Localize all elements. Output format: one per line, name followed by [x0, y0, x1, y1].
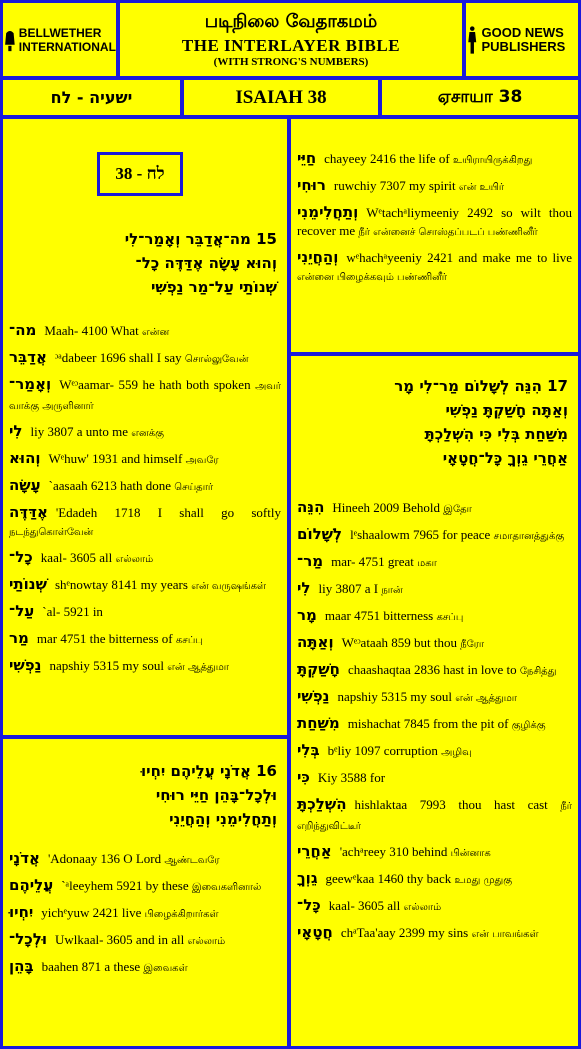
hebrew-word: עָשָׂה: [9, 476, 41, 494]
word-entry: [291, 248, 578, 287]
verse17-line: 17 הִנֵּה לְשָׁלוֹם מַר־לִי מָר: [394, 377, 568, 395]
word-entry: [3, 422, 287, 443]
tamil-gloss: உமது முதுகு: [454, 875, 513, 886]
english-gloss: mar- 4751 great: [331, 554, 414, 569]
hebrew-word: מה־: [9, 321, 37, 339]
hebrew-word: הִנֵּה: [297, 498, 325, 516]
word-entry: [3, 375, 287, 416]
word-entry: [3, 957, 287, 978]
word-entry: [3, 930, 287, 951]
word-entry: [3, 849, 287, 870]
bell-icon: [3, 15, 17, 65]
good-news-logo-text: GOOD NEWS PUBLISHERS: [481, 24, 566, 54]
word-entry: [291, 741, 578, 762]
title-english: THE INTERLAYER BIBLE: [181, 36, 401, 55]
figure-icon: [466, 14, 479, 66]
tamil-gloss: சமாதானத்துக்கு: [493, 531, 565, 542]
word-entry: [291, 149, 578, 170]
bar-english: ISAIAH 38: [235, 86, 327, 108]
hebrew-word: אֶדַּדֶּה: [9, 503, 48, 521]
english-gloss: shᵉnowtay 8141 my years: [54, 577, 188, 592]
word-entry: [3, 503, 287, 542]
tamil-gloss: அவர் வாக்கு அருளினார்: [9, 381, 282, 412]
tamil-gloss: இவைகள்: [143, 963, 188, 974]
hebrew-word: יִחְיוּ: [9, 903, 34, 921]
tamil-gloss: சொல்லுவேன்: [184, 354, 249, 365]
tamil-gloss: என் ஆத்துமா: [455, 693, 517, 704]
tamil-gloss: நான்: [381, 585, 403, 596]
tamil-gloss: ஆண்டவரே: [164, 855, 220, 866]
word-entry: [291, 923, 578, 944]
bellwether-logo: [3, 3, 116, 76]
tamil-gloss: மகா: [417, 558, 437, 569]
word-entry: [291, 633, 578, 654]
tamil-gloss: அழிவு: [441, 747, 472, 758]
bar-english-panel: [184, 80, 378, 115]
english-gloss: `al- 5921 in: [42, 604, 103, 619]
verse16-line: 16 אֲדֹנָי עֲלֵיהֶם יִחְיוּ: [141, 762, 277, 780]
tamil-gloss: கசப்பு: [175, 635, 203, 646]
english-gloss: `ᵃleeyhem 5921 by these: [61, 878, 189, 893]
word-entry: [291, 498, 578, 519]
verse16-text: [3, 759, 287, 831]
verse16-line: וּלְכָל־בָּהֵן חַיֵּי רוּחִי: [155, 786, 277, 804]
english-gloss: Wᵉᵓataah 859 but thou: [341, 635, 457, 650]
verse15-line: וְהוּא עָשָׂה אֶדַּדֶּה כָל־: [135, 254, 277, 272]
hebrew-word: וְהוּא: [9, 449, 41, 467]
english-gloss: liy 3807 a I: [318, 581, 379, 596]
verse16-entries: [3, 849, 287, 978]
logo-right-panel: [466, 3, 578, 76]
hebrew-word: וְתַחֲלִימֵנִי: [297, 203, 359, 221]
hebrew-word: מִשַּׁחַת: [297, 714, 340, 732]
english-gloss: yichᵉyuw 2421 live: [41, 905, 142, 920]
english-gloss: Maah- 4100 What: [44, 323, 139, 338]
hebrew-word: וְאָמַר־: [9, 375, 52, 393]
word-entry: [3, 348, 287, 369]
english-gloss: liy 3807 a unto me: [30, 424, 128, 439]
hebrew-word: מַר־: [297, 552, 324, 570]
bellwether-logo-text: BELLWETHER INTERNATIONAL: [18, 25, 116, 54]
verse15-panel: [3, 119, 287, 735]
verse16-line: וְתַחֲלִימֵנִי וְהַחֲיֵנִי: [169, 810, 277, 828]
hebrew-word: עֲלֵיהֶם: [9, 876, 54, 894]
english-gloss: 'achᵃreey 310 behind: [339, 844, 448, 859]
tamil-gloss: எல்லாம்: [403, 902, 442, 913]
hebrew-word: לִי: [297, 579, 311, 597]
word-entry: [291, 896, 578, 917]
english-gloss: mishachat 7845 from the pit of: [347, 716, 509, 731]
verse17-panel: [291, 356, 578, 1046]
word-entry: [291, 525, 578, 546]
tamil-gloss: உயிராயிருக்கிறது: [453, 155, 533, 166]
verse16b-panel: [291, 119, 578, 352]
english-gloss: Hineeh 2009 Behold: [332, 500, 441, 515]
word-entry: [291, 869, 578, 890]
bar-tamil: ஏசாயா 38: [437, 86, 523, 107]
english-gloss: lᵉshaalowm 7965 for peace: [350, 527, 491, 542]
english-gloss: mar 4751 the bitterness of: [36, 631, 173, 646]
tamil-gloss: என் உயிர்: [458, 182, 505, 193]
tamil-gloss: குழிக்கு: [511, 720, 546, 731]
english-gloss: hishlaktaa 7993 thou hast cast: [354, 797, 548, 812]
verse16b-entries: [291, 149, 578, 287]
hebrew-word: וְהַחֲיֵנִי: [297, 248, 339, 266]
tamil-gloss: எல்லாம்: [187, 936, 226, 947]
english-gloss: wᵉhachᵃyeeniy 2421 and make me to live: [346, 250, 572, 265]
english-gloss: kaal- 3605 all: [328, 898, 401, 913]
verse15-entries: [3, 321, 287, 677]
verse16-panel: [3, 739, 287, 1046]
verse17-line: אַחֲרֵי גֵוְךָ כָּל־חֲטָאָי: [442, 449, 568, 467]
word-entry: [3, 321, 287, 342]
verse15-line: שְׁנוֹתַי עַל־מַר נַפְשִׁי: [150, 278, 277, 296]
word-entry: [3, 575, 287, 596]
word-entry: [291, 579, 578, 600]
english-gloss: chayeey 2416 the life of: [324, 151, 450, 166]
hebrew-word: אֲדַבֵּר: [9, 348, 47, 366]
english-gloss: `aasaah 6213 hath done: [48, 478, 172, 493]
english-gloss: 'Edadeh 1718 I shall go softly: [55, 505, 281, 520]
word-entry: [291, 842, 578, 863]
bar-tamil-panel: [382, 80, 578, 115]
word-entry: [291, 203, 578, 242]
hebrew-word: אַחֲרֵי: [297, 842, 332, 860]
word-entry: [291, 552, 578, 573]
verse15-text: [3, 227, 287, 299]
hebrew-word: חֲטָאָי: [297, 923, 333, 941]
english-gloss: napshiy 5315 my soul: [337, 689, 452, 704]
english-gloss: geewᵉkaa 1460 thy back: [325, 871, 452, 886]
hebrew-word: עַל־: [9, 602, 35, 620]
hebrew-word: נַפְשִׁי: [9, 656, 42, 674]
bar-hebrew: ישעיה - לח: [50, 88, 133, 107]
word-entry: [3, 656, 287, 677]
word-entry: [3, 876, 287, 897]
hebrew-word: בְּלִי: [297, 741, 320, 759]
hebrew-word: לִי: [9, 422, 23, 440]
logo-left-panel: [3, 3, 116, 76]
english-gloss: bᵉliy 1097 corruption: [327, 743, 438, 758]
hebrew-word: כִּי: [297, 768, 310, 786]
english-gloss: 'Adonaay 136 O Lord: [47, 851, 162, 866]
hebrew-word: אֲדֹנָי: [9, 849, 40, 867]
word-entry: [3, 449, 287, 470]
hebrew-word: גֵוְךָ: [297, 869, 318, 887]
word-entry: [3, 548, 287, 569]
good-news-logo: [466, 3, 578, 76]
tamil-gloss: என்ன: [142, 327, 170, 338]
hebrew-word: חַיֵּי: [297, 149, 317, 167]
english-gloss: Wᵉhuw' 1931 and himself: [48, 451, 183, 466]
tamil-gloss: நடந்துகொள்வேன்: [9, 527, 94, 538]
hebrew-word: חָשַׁקְתָּ: [297, 660, 340, 678]
tamil-gloss: நீரோ: [460, 639, 485, 650]
tamil-gloss: என் பாவங்கள்: [471, 929, 539, 940]
hebrew-word: וְאַתָּה: [297, 633, 334, 651]
verse17-line: מִשַּׁחַת בְּלִי כִּי הִשְׁלַכְתָּ: [424, 425, 568, 443]
word-entry: [291, 795, 578, 836]
english-gloss: maar 4751 bitterness: [324, 608, 434, 623]
word-entry: [291, 768, 578, 789]
tamil-gloss: இவைகளினால்: [191, 882, 262, 893]
hebrew-word: נַפְשִׁי: [297, 687, 330, 705]
word-entry: [291, 176, 578, 197]
title-panel: [120, 3, 462, 76]
bar-hebrew-panel: [3, 80, 180, 115]
word-entry: [291, 687, 578, 708]
hebrew-word: רוּחִי: [297, 176, 326, 194]
english-gloss: napshiy 5315 my soul: [49, 658, 164, 673]
verse17-entries: [291, 498, 578, 944]
hebrew-word: וּלְכָל־: [9, 930, 48, 948]
hebrew-word: מָר: [297, 606, 317, 624]
word-entry: [3, 602, 287, 623]
hebrew-word: הִשְׁלַכְתָּ: [297, 795, 347, 813]
english-gloss: kaal- 3605 all: [40, 550, 113, 565]
english-gloss: ᵓᵃdabeer 1696 shall I say: [54, 350, 182, 365]
tamil-gloss: என் வருஷங்கள்: [191, 581, 267, 592]
hebrew-word: בָּהֵן: [9, 957, 34, 975]
word-entry: [3, 476, 287, 497]
english-gloss: chᵃTaa'aay 2399 my sins: [340, 925, 469, 940]
english-gloss: Kiy 3588 for: [317, 770, 386, 785]
hebrew-word: כָל־: [9, 548, 33, 566]
english-gloss: Wᵉtachᵃliymeeniy 2492 so wilt thou recover me: [297, 205, 572, 238]
word-entry: [3, 903, 287, 924]
verse17-text: [291, 374, 578, 470]
word-entry: [291, 660, 578, 681]
english-gloss: ruwchiy 7307 my spirit: [333, 178, 456, 193]
verse17-line: וְאַתָּה חָשַׁקְתָּ נַפְשִׁי: [445, 401, 568, 419]
tamil-gloss: நேசித்து: [519, 666, 557, 677]
verse15-line: 15 מה־אֲדַבֵּר וְאָמַר־לִי: [124, 230, 277, 248]
tamil-gloss: நீர் என்னைச் சொஸ்தப்படப் பண்ணினீர்: [358, 227, 538, 238]
tamil-gloss: பிழைக்கிறார்கள்: [144, 909, 219, 920]
tamil-gloss: என் ஆத்துமா: [167, 662, 229, 673]
tamil-gloss: கசப்பு: [436, 612, 464, 623]
hebrew-word: לְשָׁלוֹם: [297, 525, 343, 543]
tamil-gloss: செய்தார்: [174, 482, 214, 493]
hebrew-word: שְׁנוֹתַי: [9, 575, 47, 593]
word-entry: [291, 714, 578, 735]
tamil-gloss: பின்னாக: [450, 848, 491, 859]
english-gloss: baahen 871 a these: [41, 959, 141, 974]
subtitle: (WITH STRONG'S NUMBERS): [213, 56, 369, 68]
title-tamil: படிநிலை வேதாகமம்: [204, 11, 378, 32]
word-entry: [3, 629, 287, 650]
tamil-gloss: நீர் எறிந்துவிட்டீர்: [297, 801, 572, 832]
tamil-gloss: என்னை பிழைக்கவும் பண்ணினீர்: [297, 272, 448, 283]
hebrew-word: מַר: [9, 629, 29, 647]
english-gloss: Wᵉᵓaamar- 559 he hath both spoken: [59, 377, 251, 392]
chapter-box: 38 - לח: [97, 152, 183, 196]
tamil-gloss: அவரே: [185, 455, 219, 466]
tamil-gloss: எல்லாம்: [115, 554, 154, 565]
word-entry: [291, 606, 578, 627]
english-gloss: chaashaqtaa 2836 hast in love to: [347, 662, 517, 677]
tamil-gloss: எனக்கு: [131, 428, 164, 439]
tamil-gloss: இதோ: [443, 504, 472, 515]
english-gloss: Uwlkaal- 3605 and in all: [55, 932, 185, 947]
hebrew-word: כָּל־: [297, 896, 321, 914]
